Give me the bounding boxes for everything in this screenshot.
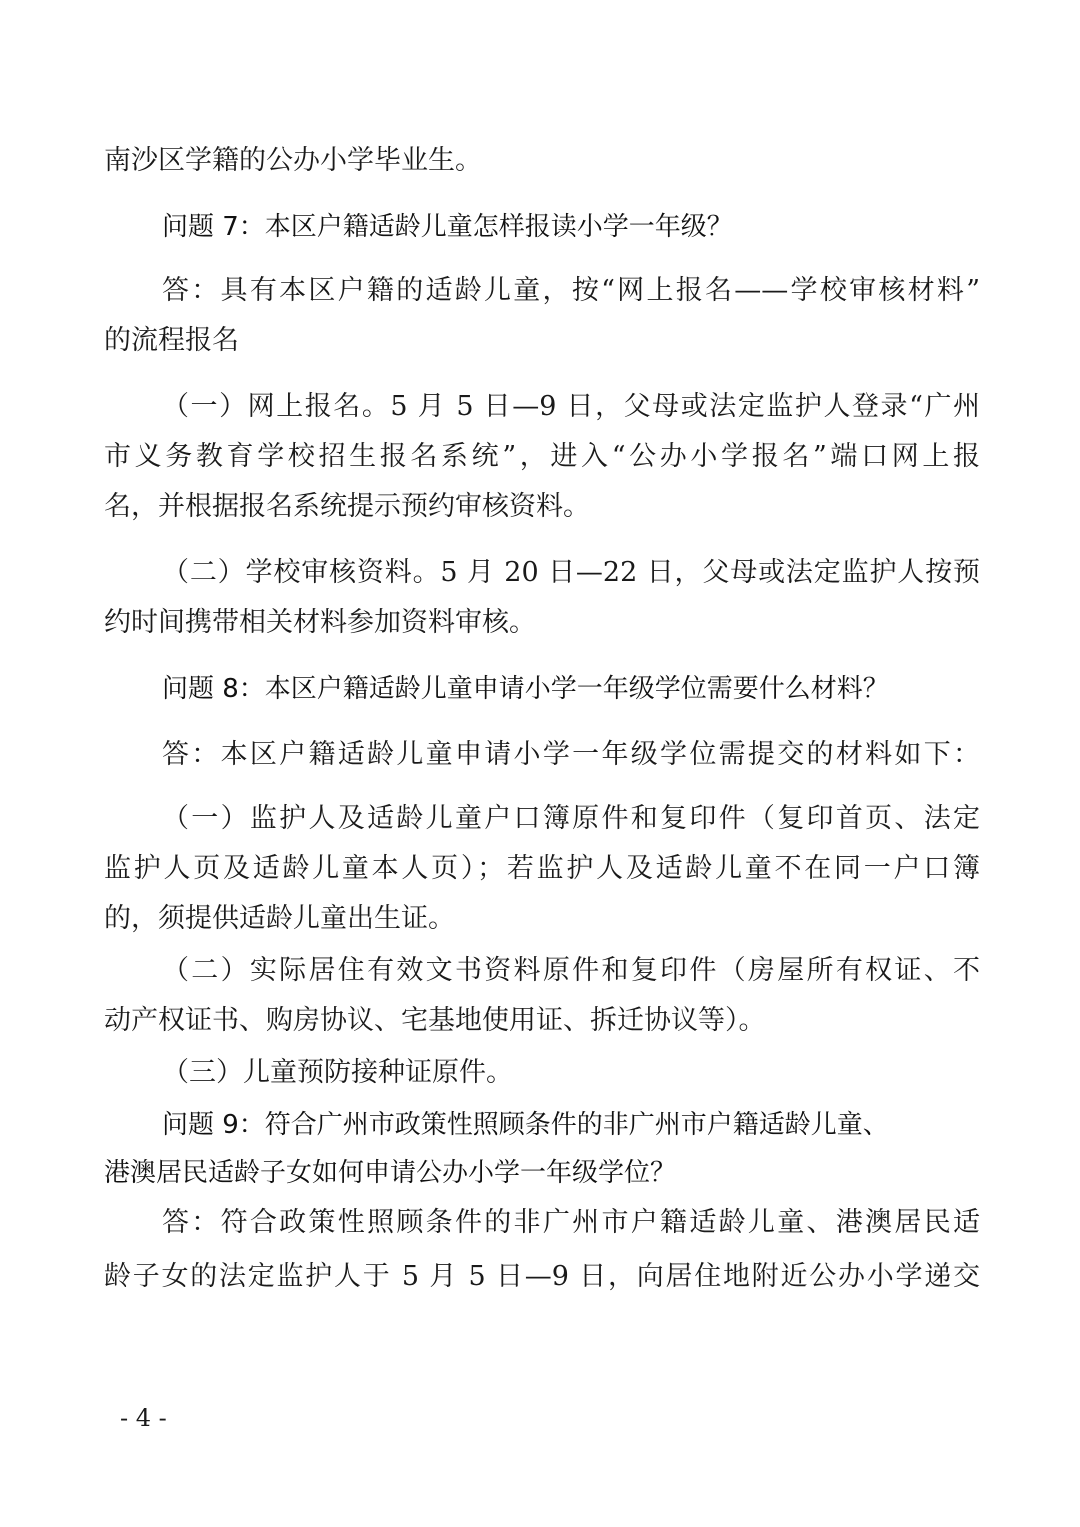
step-2-line-2: 约时间携带相关材料参加资料审核。	[104, 607, 536, 638]
answer-8-line-1: 答：本区户籍适龄儿童申请小学一年级学位需提交的材料如下：	[162, 739, 980, 770]
text-line-continuation: 南沙区学籍的公办小学毕业生。	[104, 145, 482, 176]
material-3-line-1: （三）儿童预防接种证原件。	[162, 1057, 513, 1088]
answer-7-line-1: 答：具有本区户籍的适龄儿童，按“网上报名——学校审核材料”	[162, 275, 980, 306]
material-1-line-2: 监护人页及适龄儿童本人页）；若监护人及适龄儿童不在同一户口簿	[104, 853, 980, 884]
question-7-heading: 问题 7：本区户籍适龄儿童怎样报读小学一年级？	[162, 212, 733, 242]
step-1-line-3: 名，并根据报名系统提示预约审核资料。	[104, 491, 590, 522]
material-2-line-2: 动产权证书、购房协议、宅基地使用证、拆迁协议等）。	[104, 1005, 766, 1036]
question-8-heading: 问题 8：本区户籍适龄儿童申请小学一年级学位需要什么材料？	[162, 674, 889, 704]
page-number: - 4 -	[120, 1404, 167, 1432]
answer-7-line-2: 的流程报名	[104, 325, 239, 356]
question-9-heading-line-2: 港澳居民适龄子女如何申请公办小学一年级学位？	[104, 1158, 677, 1188]
step-1-line-2: 市义务教育学校招生报名系统”，进入“公办小学报名”端口网上报	[104, 441, 980, 472]
step-1-line-1: （一）网上报名。5 月 5 日—9 日，父母或法定监护人登录“广州	[162, 391, 980, 422]
material-2-line-1: （二）实际居住有效文书资料原件和复印件（房屋所有权证、不	[162, 955, 980, 986]
answer-9-line-1: 答：符合政策性照顾条件的非广州市户籍适龄儿童、港澳居民适	[162, 1207, 980, 1238]
question-9-heading-line-1: 问题 9：符合广州市政策性照顾条件的非广州市户籍适龄儿童、	[162, 1110, 889, 1140]
step-2-line-1: （二）学校审核资料。5 月 20 日—22 日，父母或法定监护人按预	[162, 557, 980, 588]
material-1-line-1: （一）监护人及适龄儿童户口簿原件和复印件（复印首页、法定	[162, 803, 980, 834]
material-1-line-3: 的，须提供适龄儿童出生证。	[104, 903, 455, 934]
answer-9-line-2: 龄子女的法定监护人于 5 月 5 日—9 日，向居住地附近公办小学递交	[104, 1261, 980, 1292]
